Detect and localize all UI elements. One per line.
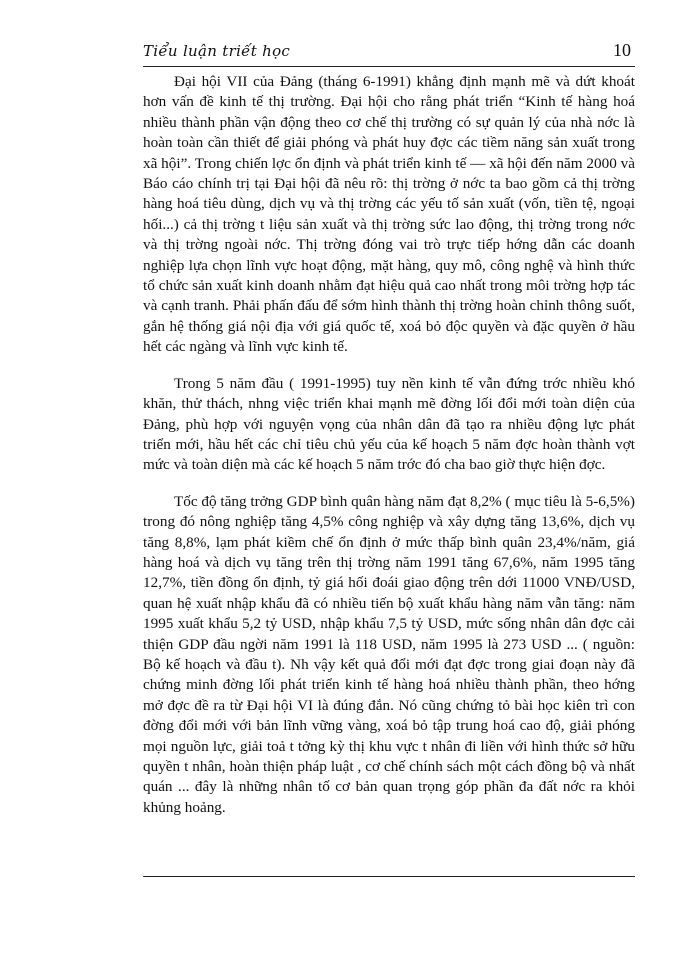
paragraph-2: Trong 5 năm đầu ( 1991-1995) tuy nền kinh tế vẫn đứng trớc nhiều khó khăn, thử thách, nhng việc triển khai mạnh mẽ đờng lối đổi mới toàn diện của Đảng, phù hợp với nguyện vọng của nhân dân đã tạo ra nhiều động lực phát triển mới, hầu hết các chỉ tiêu chủ yếu của kế hoạch 5 năm đợc hoàn thành vợt mức và toàn diện mà các kế hoạch 5 năm trớc đó cha bao giờ thực hiện đợc. xyxy=(143,374,635,474)
paragraph-3: Tốc độ tăng trởng GDP bình quân hàng năm đạt 8,2% ( mục tiêu là 5-6,5%) trong đó nông nghiệp tăng 4,5% công nghiệp và xây dựng tăng 13,6%, dịch vụ tăng 8,8%, lạm phát kiềm chế ổn định ở mức thấp bình quân 23,4%/năm, giá hàng hoá và dịch vụ tăng trên thị trờng năm 1991 tăng 67,6%, năm 1995 tăng 12,7%, tiền đồng ổn định, tỷ giá hối đoái giao động trên dới 11000 VNĐ/USD, quan hệ xuất nhập khẩu đã có nhiều tiến bộ xuất khẩu hàng năm vẫn tăng: năm 1995 xuất khẩu 5,2 tỷ USD, nhập khẩu 7,5 tỷ USD, mức sống nhân dân đợc cải thiện GDP đầu ngời năm 1991 là 118 USD, năm 1995 là 273 USD ... ( nguồn: Bộ kế hoạch và đầu t). Nh vậy kết quả đổi mới đạt đợc trong giai đoạn này đã chứng minh đờng lối phát triển kinh tế hàng hoá nhiều thành phần, theo hớng mở đợc đề ra từ Đại hội VI là đúng đắn. Nó cũng chứng tỏ bài học kiên trì con đờng đổi mới với bản lĩnh vững vàng, xoá bỏ tập trung hoá cao độ, giải phóng mọi nguồn lực, giải toả t tởng kỳ thị khu vực t nhân đi liền với hình thức sở hữu quyền t nhân, hoàn thiện pháp luật , cơ chế chính sách một cách đồng bộ và nhất quán ... đây là những nhân tố cơ bản quan trọng góp phần đa đất nớc ra khỏi khủng hoảng. xyxy=(143,492,635,816)
page-header xyxy=(143,40,635,67)
paragraph-1: Đại hội VII của Đảng (tháng 6-1991) khẳng định mạnh mẽ và dứt khoát hơn vấn đề kinh tế thị trường. Đại hội cho rằng phát triển “Kinh tế hàng hoá nhiều thành phần vận động theo cơ chế thị trường có sự quản lý của nhà nớc là hoàn toàn cần thiết để giải phóng và phát huy đợc các tiềm năng sản xuất trong xã hội”. Trong chiến lợc ổn định và phát triển kinh tế — xã hội đến năm 2000 và Báo cáo chính trị tại Đại hội đã nêu rõ: thị trờng ở nớc ta bao gồm cả thị trờng hàng hoá tiêu dùng, dịch vụ và thị trờng các yếu tố sản xuất (vốn, tiền tệ, ngoại hối...) cả thị trờng t liệu sản xuất và thị trờng sức lao động, thị trờng trong nớc và thị trờng ngoài nớc. Thị trờng đóng vai trò trực tiếp hớng dẫn các doanh nghiệp lựa chọn lĩnh vực hoạt động, mặt hàng, quy mô, công nghệ và hình thức tổ chức sản xuất kinh doanh nhằm đạt hiệu quả cao nhất trong môi trờng hợp tác và cạnh tranh. Phải phấn đấu để sớm hình thành thị trờng hoàn chỉnh thông suốt, gắn hệ thống giá nội địa với giá quốc tế, xoá bỏ độc quyền và đặc quyền ở hầu hết các ngàng và lĩnh vực kinh tế. xyxy=(143,73,635,356)
footer-divider xyxy=(143,876,635,877)
header-title: Tiểu luận triết học xyxy=(143,42,291,60)
document-body xyxy=(143,72,635,834)
page-number: 10 xyxy=(613,40,631,60)
